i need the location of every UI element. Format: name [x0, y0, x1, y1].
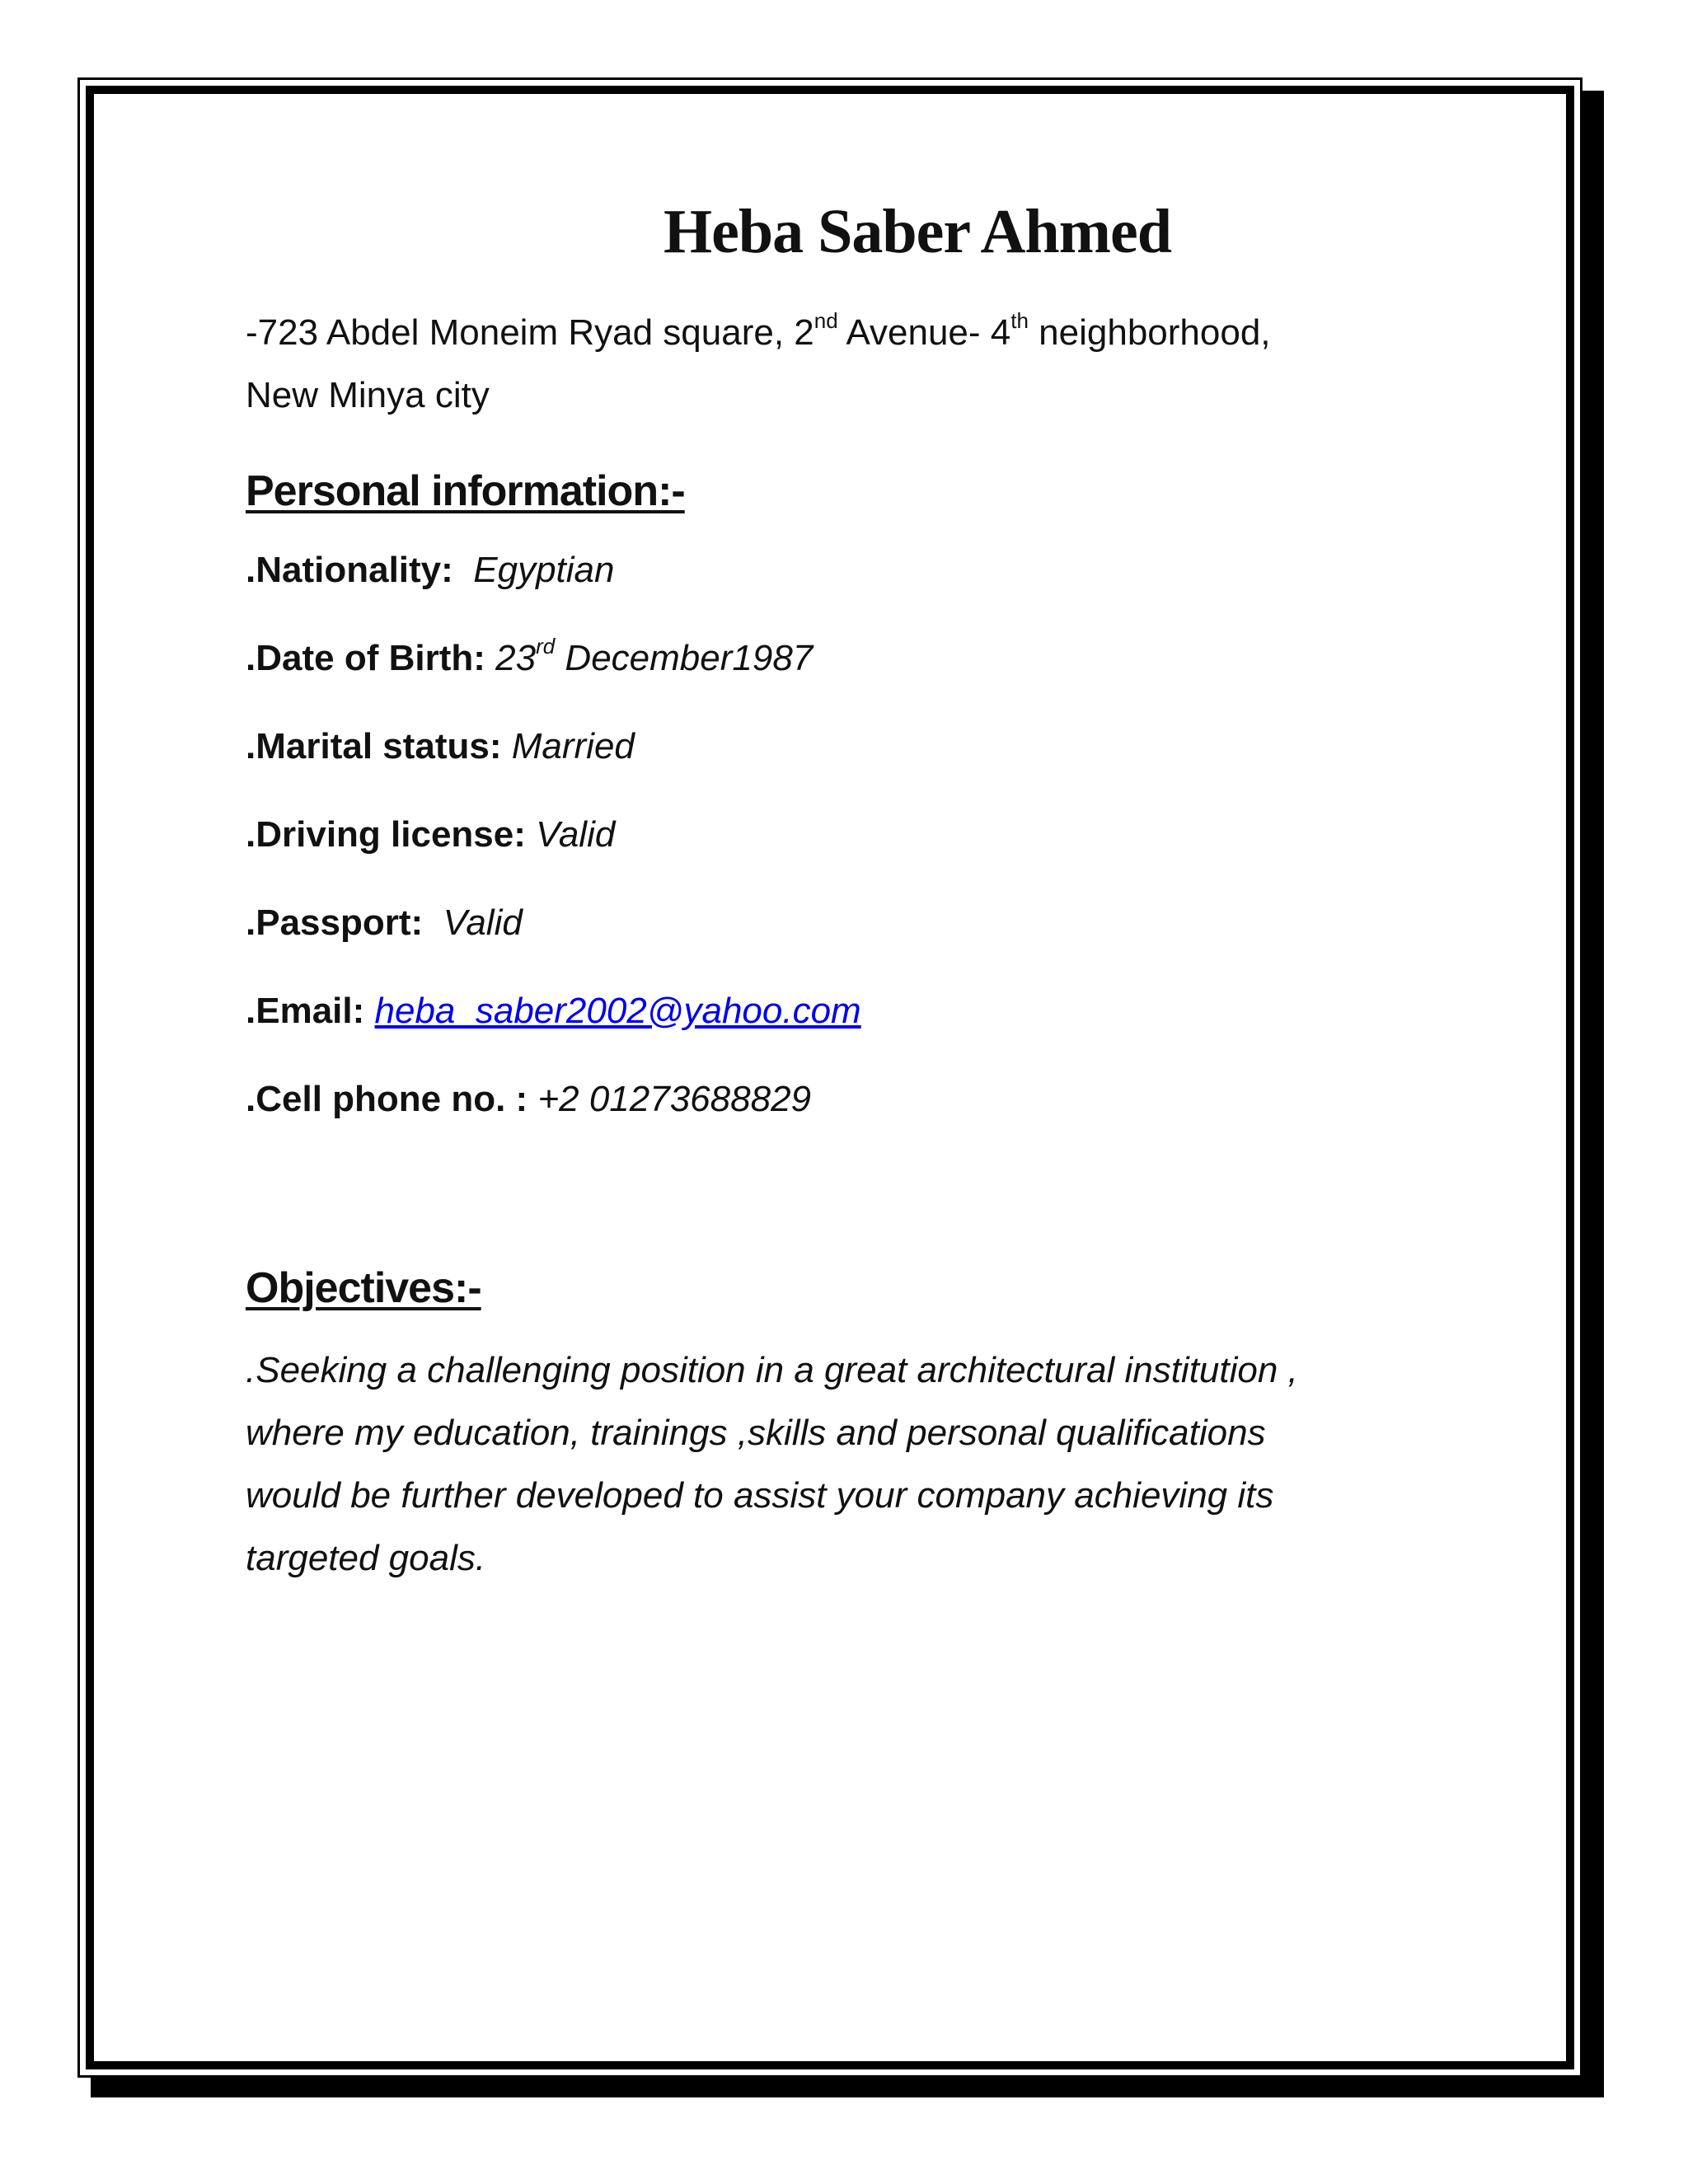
marital-row	[246, 722, 1449, 810]
email-row	[246, 987, 1449, 1075]
objective-line: would be further developed to assist your company achieving its	[246, 1474, 1274, 1516]
passport-label: .Passport:	[246, 902, 424, 943]
address-line-1: -723 Abdel Moneim Ryad square, 2nd Avenue- 4th neighborhood,	[246, 307, 1271, 353]
resume-name: Heba Saber Ahmed	[663, 197, 1171, 266]
email-link[interactable]: heba_saber2002@yahoo.com	[374, 990, 861, 1031]
phone-value: +2 01273688829	[537, 1078, 812, 1119]
marital-label: .Marital status:	[246, 725, 502, 766]
passport-row	[246, 898, 1449, 987]
nationality-value: Egyptian	[473, 549, 615, 590]
phone-label: .Cell phone no. :	[246, 1078, 528, 1119]
objective-line: targeted goals.	[246, 1537, 486, 1578]
personal-info-list	[246, 546, 1449, 1163]
objective-paragraph	[246, 1339, 1432, 1590]
phone-row	[246, 1075, 1449, 1163]
nationality-label: .Nationality:	[246, 549, 453, 590]
passport-value: Valid	[443, 902, 523, 943]
marital-value: Married	[511, 725, 635, 766]
address-line-2: New Minya city	[246, 374, 490, 415]
objectives-heading: Objectives:-	[246, 1263, 481, 1312]
dob-value: 23rd December1987	[495, 633, 814, 678]
resume-content	[246, 198, 1449, 1590]
driving-label: .Driving license:	[246, 813, 526, 855]
driving-row	[246, 810, 1449, 898]
dob-row	[246, 634, 1449, 722]
nationality-row	[246, 546, 1449, 634]
personal-info-heading: Personal information:-	[246, 466, 685, 515]
driving-value: Valid	[536, 813, 616, 855]
dob-label: .Date of Birth:	[246, 637, 485, 678]
objective-line: .Seeking a challenging position in a great architectural institution ,	[246, 1349, 1298, 1390]
objective-line: where my education, trainings ,skills and personal qualifications	[246, 1412, 1266, 1453]
email-label: .Email:	[246, 990, 365, 1031]
address-block	[246, 302, 1449, 427]
